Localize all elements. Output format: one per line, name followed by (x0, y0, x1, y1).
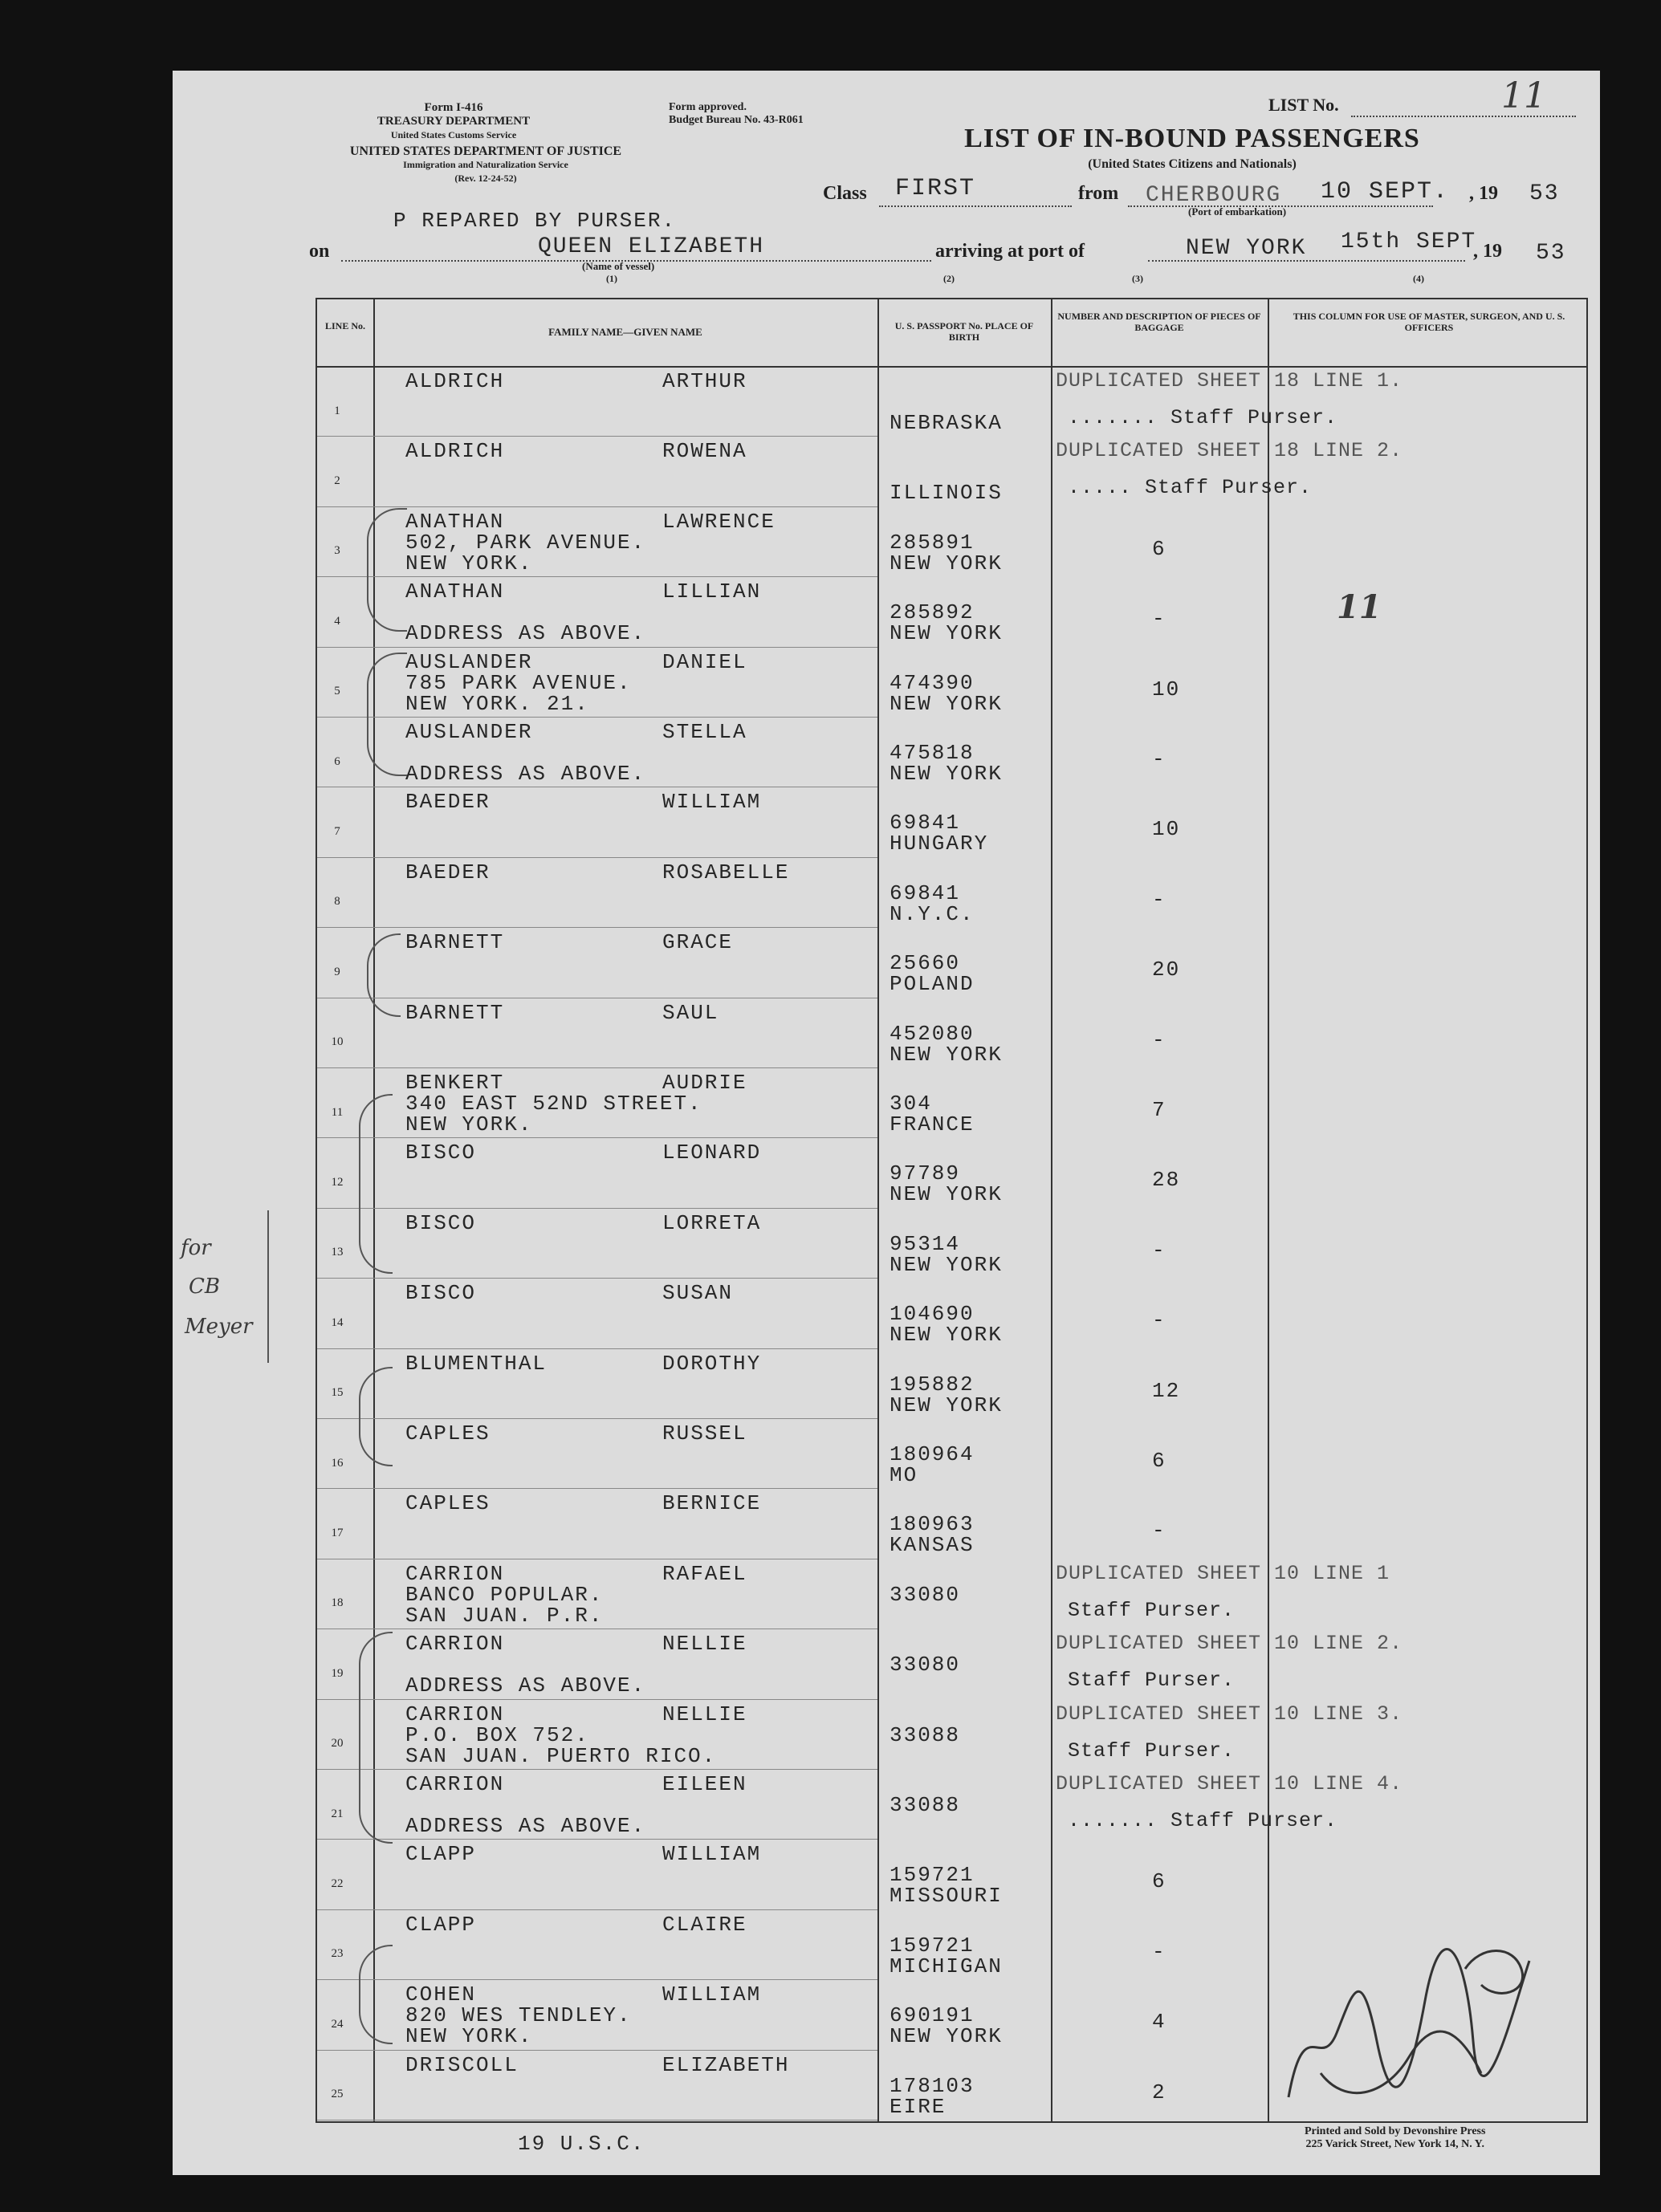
given-name: AUDRIE (662, 1071, 747, 1095)
line-number: 20 (331, 1737, 344, 1750)
col-header-baggage: NUMBER AND DESCRIPTION OF PIECES OF BAGGAGE (1057, 311, 1261, 333)
given-name: NELLIE (662, 1702, 747, 1726)
place-of-birth: ILLINOIS (890, 481, 1003, 506)
given-name: CLAIRE (662, 1912, 747, 1937)
baggage-count: 2 (1152, 2080, 1166, 2104)
given-name: RUSSEL (662, 1421, 747, 1446)
family-name: CARRION (405, 1772, 505, 1796)
line-number: 6 (334, 754, 340, 768)
baggage-count: 28 (1152, 1168, 1181, 1193)
list-number-label: LIST No. (1268, 95, 1339, 115)
passport-number: 33088 (890, 1793, 961, 1817)
baggage-count: - (1152, 1238, 1166, 1263)
given-name: WILLIAM (662, 1982, 762, 2007)
given-name: GRACE (662, 930, 734, 955)
given-name: ROWENA (662, 439, 747, 464)
family-name: ALDRICH (405, 369, 505, 393)
given-name: LILLIAN (662, 579, 762, 604)
port-of-arrival: NEW YORK (1186, 236, 1307, 261)
given-name: LEONARD (662, 1141, 762, 1165)
family-bracket-mark (359, 1094, 393, 1274)
baggage-duplicate-note: DUPLICATED SHEET 18 LINE 1. (1056, 369, 1403, 392)
address-line-2: SAN JUAN. P.R. (405, 1603, 604, 1628)
family-bracket-mark (359, 1632, 393, 1844)
table-row (317, 1488, 1586, 1558)
line-number: 5 (334, 685, 340, 698)
arriving-label: arriving at port of (935, 241, 1085, 262)
address-line-1: P.O. BOX 752. (405, 1722, 589, 1747)
table-row (317, 1067, 1586, 1137)
line-number: 23 (331, 1947, 344, 1961)
passport-number: 285891 (890, 530, 975, 555)
passport-number: 97789 (890, 1161, 961, 1186)
purser-note: Staff Purser. (1068, 1738, 1236, 1763)
line-number: 10 (331, 1035, 344, 1049)
baggage-count: 20 (1152, 958, 1181, 982)
form-approval (669, 101, 804, 127)
family-name: BENKERT (405, 1071, 505, 1095)
given-name: NELLIE (662, 1632, 747, 1657)
family-name: CARRION (405, 1702, 505, 1726)
table-row (317, 1769, 1586, 1839)
place-of-birth: POLAND (890, 972, 975, 997)
baggage-count: 6 (1152, 1449, 1166, 1473)
given-name: ELIZABETH (662, 2052, 790, 2077)
family-bracket-mark (367, 653, 407, 776)
table-row (317, 857, 1586, 927)
purser-note: ....... Staff Purser. (1068, 406, 1338, 429)
family-name: BISCO (405, 1141, 477, 1165)
baggage-count: - (1152, 1939, 1166, 1964)
passport-number: 33088 (890, 1722, 961, 1747)
officer-signature (1272, 1913, 1545, 2113)
passport-number: 159721 (890, 1863, 975, 1888)
table-row (317, 366, 1586, 436)
place-of-birth: NEBRASKA (890, 411, 1003, 435)
col-header-officers: THIS COLUMN FOR USE OF MASTER, SURGEON, AND U. S. OFFICERS (1293, 311, 1565, 333)
given-name: BERNICE (662, 1491, 762, 1516)
line-number: 16 (331, 1456, 344, 1470)
address-line-2: SAN JUAN. PUERTO RICO. (405, 1743, 717, 1768)
margin-note-2: CB (189, 1275, 220, 1299)
row-divider (317, 2120, 877, 2121)
margin-note-line (267, 1210, 269, 1363)
place-of-birth: NEW YORK (890, 621, 1003, 646)
class-line (879, 205, 1072, 207)
family-name: CLAPP (405, 1842, 477, 1867)
baggage-count: - (1152, 1027, 1166, 1052)
column-number-2: (2) (943, 273, 955, 284)
place-of-birth: NEW YORK (890, 1042, 1003, 1067)
table-row (317, 647, 1586, 717)
purser-note: Staff Purser. (1068, 1598, 1236, 1622)
passport-number: 690191 (890, 2003, 975, 2028)
place-of-birth: NEW YORK (890, 2024, 1003, 2049)
margin-note-1: for (181, 1236, 211, 1260)
table-row (317, 1699, 1586, 1769)
given-name: LAWRENCE (662, 509, 776, 534)
family-name: BARNETT (405, 1000, 505, 1025)
given-name: DOROTHY (662, 1351, 762, 1376)
immigration-service: Immigration and Naturalization Service (403, 159, 568, 170)
customs-service: United States Customs Service (390, 129, 517, 140)
place-of-birth: NEW YORK (890, 551, 1003, 575)
baggage-count: - (1152, 607, 1166, 632)
place-of-birth: MISSOURI (890, 1884, 1003, 1909)
family-name: ANATHAN (405, 579, 505, 604)
list-number-handwritten: 11 (1501, 75, 1546, 116)
passport-number: 33080 (890, 1582, 961, 1607)
from-label: from (1078, 183, 1119, 204)
family-name: BAEDER (405, 790, 491, 815)
address-line-2: NEW YORK. (405, 2024, 533, 2049)
line-number: 15 (331, 1386, 344, 1400)
baggage-duplicate-note: DUPLICATED SHEET 10 LINE 4. (1056, 1772, 1403, 1795)
baggage-count: - (1152, 887, 1166, 912)
table-row (317, 506, 1586, 576)
prepared-by: P REPARED BY PURSER. (393, 209, 677, 233)
departure-date: 10 SEPT. (1321, 178, 1450, 205)
department-of-justice: UNITED STATES DEPARTMENT OF JUSTICE (349, 144, 622, 158)
passport-number: 69841 (890, 811, 961, 836)
column-number-4: (4) (1413, 273, 1424, 284)
line-number: 17 (331, 1527, 344, 1540)
line-number: 24 (331, 2017, 344, 2031)
passport-number: 474390 (890, 670, 975, 695)
col-header-line: LINE No. (324, 320, 365, 331)
given-name: DANIEL (662, 649, 747, 674)
line-number: 3 (334, 544, 340, 558)
printer-line-1: Printed and Sold by Devonshire Press (1305, 2125, 1486, 2137)
address-line-2: ADDRESS AS ABOVE. (405, 762, 646, 786)
family-name: BISCO (405, 1210, 477, 1235)
table-row (317, 787, 1586, 856)
baggage-duplicate-note: DUPLICATED SHEET 10 LINE 2. (1056, 1632, 1403, 1656)
passport-number: 25660 (890, 951, 961, 976)
revision-date: (Rev. 12-24-52) (454, 173, 517, 184)
passport-number: 304 (890, 1092, 932, 1116)
family-name: CLAPP (405, 1912, 477, 1937)
on-label: on (309, 241, 330, 262)
passport-number: 178103 (890, 2073, 975, 2098)
printer-info (1305, 2125, 1485, 2151)
line-number: 19 (331, 1666, 344, 1680)
year-2: 53 (1536, 241, 1566, 266)
class-value: FIRST (895, 175, 976, 202)
address-line-2: ADDRESS AS ABOVE. (405, 621, 646, 646)
line-number: 22 (331, 1877, 344, 1891)
passenger-table (316, 298, 1588, 2123)
family-name: ALDRICH (405, 439, 505, 464)
baggage-duplicate-note: DUPLICATED SHEET 10 LINE 3. (1056, 1702, 1403, 1726)
baggage-count: - (1152, 747, 1166, 771)
place-of-birth: NEW YORK (890, 691, 1003, 716)
table-row (317, 927, 1586, 997)
given-name: WILLIAM (662, 1842, 762, 1867)
baggage-count: - (1152, 1519, 1166, 1543)
family-name: AUSLANDER (405, 649, 533, 674)
family-name: BARNETT (405, 930, 505, 955)
line-number: 18 (331, 1596, 344, 1610)
place-of-birth: NEW YORK (890, 1182, 1003, 1207)
footer-statute: 19 U.S.C. (518, 2132, 645, 2156)
line-number: 1 (334, 404, 340, 417)
year-prefix-1: , 19 (1469, 183, 1498, 204)
port-embarkation-label: (Port of embarkation) (1188, 205, 1287, 218)
passport-number: 195882 (890, 1372, 975, 1397)
table-row (317, 1839, 1586, 1909)
line-number: 12 (331, 1176, 344, 1189)
table-row (317, 717, 1586, 787)
purser-note: Staff Purser. (1068, 1669, 1236, 1693)
passport-number: 95314 (890, 1231, 961, 1256)
family-name: DRISCOLL (405, 2052, 519, 2077)
address-line-2: ADDRESS AS ABOVE. (405, 1814, 646, 1838)
given-name: STELLA (662, 720, 747, 744)
baggage-count: 6 (1152, 536, 1166, 561)
address-line-2: NEW YORK. (405, 551, 533, 575)
given-name: ARTHUR (662, 369, 747, 393)
form-number: Form I-416 (424, 101, 483, 114)
line-number: 14 (331, 1315, 344, 1329)
address-line-1: 502, PARK AVENUE. (405, 530, 646, 555)
given-name: SUSAN (662, 1281, 734, 1306)
family-name: BISCO (405, 1281, 477, 1306)
printer-line-2: 225 Varick Street, New York 14, N. Y. (1305, 2138, 1485, 2150)
baggage-count: 4 (1152, 2010, 1166, 2035)
budget-bureau: Budget Bureau No. 43-R061 (669, 114, 804, 126)
baggage-count: 10 (1152, 817, 1181, 842)
line-number: 25 (331, 2088, 344, 2101)
port-of-embarkation: CHERBOURG (1146, 183, 1282, 208)
family-bracket-mark (359, 1367, 393, 1466)
officer-handwritten-mark: 11 (1337, 588, 1382, 626)
line-number: 21 (331, 1807, 344, 1820)
col-header-name: FAMILY NAME—GIVEN NAME (548, 326, 702, 338)
family-name: CAPLES (405, 1421, 491, 1446)
family-name: BLUMENTHAL (405, 1351, 548, 1376)
page-subtitle: (United States Citizens and Nationals) (1088, 157, 1297, 171)
family-name: CARRION (405, 1632, 505, 1657)
place-of-birth: KANSAS (890, 1533, 975, 1558)
family-name: BAEDER (405, 860, 491, 884)
family-bracket-mark (359, 1945, 393, 2044)
given-name: RAFAEL (662, 1561, 747, 1586)
baggage-duplicate-note: DUPLICATED SHEET 18 LINE 2. (1056, 439, 1403, 463)
address-line-2: ADDRESS AS ABOVE. (405, 1673, 646, 1698)
year-prefix-2: , 19 (1473, 241, 1502, 262)
baggage-duplicate-note: DUPLICATED SHEET 10 LINE 1 (1056, 1561, 1390, 1585)
passport-number: 33080 (890, 1653, 961, 1677)
baggage-count: 12 (1152, 1378, 1181, 1403)
address-line-1: 820 WES TENDLEY. (405, 2003, 632, 2028)
passport-number: 475818 (890, 741, 975, 765)
column-number-1: (1) (606, 273, 617, 284)
place-of-birth: NEW YORK (890, 1323, 1003, 1348)
given-name: WILLIAM (662, 790, 762, 815)
address-line-2: NEW YORK. 21. (405, 691, 589, 716)
table-row (317, 1137, 1586, 1207)
place-of-birth: NEW YORK (890, 762, 1003, 786)
family-name: ANATHAN (405, 509, 505, 534)
vessel-name: QUEEN ELIZABETH (538, 234, 765, 259)
given-name: ROSABELLE (662, 860, 790, 884)
line-number: 11 (331, 1105, 344, 1119)
family-name: AUSLANDER (405, 720, 533, 744)
family-name: CARRION (405, 1561, 505, 1586)
line-number: 8 (334, 895, 340, 909)
address-line-1: BANCO POPULAR. (405, 1582, 604, 1607)
passport-number: 104690 (890, 1302, 975, 1327)
form-header-justice (317, 144, 654, 185)
address-line-1: 785 PARK AVENUE. (405, 670, 632, 695)
table-row (317, 1278, 1586, 1348)
place-of-birth: NEW YORK (890, 1252, 1003, 1277)
place-of-birth: EIRE (890, 2094, 947, 2119)
line-number: 4 (334, 614, 340, 628)
table-row (317, 576, 1586, 646)
family-name: CAPLES (405, 1491, 491, 1516)
passport-number: 69841 (890, 880, 961, 905)
table-row (317, 1559, 1586, 1629)
vessel-label: (Name of vessel) (582, 260, 655, 272)
place-of-birth: MO (890, 1463, 918, 1487)
table-row (317, 1418, 1586, 1488)
col-header-passport: U. S. PASSPORT No. PLACE OF BIRTH (894, 320, 1034, 343)
passenger-manifest-page (173, 71, 1600, 2175)
table-row (317, 998, 1586, 1067)
address-line-2: NEW YORK. (405, 1112, 533, 1136)
address-line-1: 340 EAST 52ND STREET. (405, 1092, 702, 1116)
place-of-birth: MICHIGAN (890, 1954, 1003, 1978)
place-of-birth: NEW YORK (890, 1393, 1003, 1417)
line-number: 9 (334, 965, 340, 978)
family-name: COHEN (405, 1982, 477, 2007)
place-of-birth: FRANCE (890, 1112, 975, 1136)
given-name: SAUL (662, 1000, 719, 1025)
place-of-birth: N.Y.C. (890, 901, 975, 926)
passport-number: 452080 (890, 1021, 975, 1046)
margin-note-3: Meyer (185, 1315, 253, 1339)
purser-note: ....... Staff Purser. (1068, 1809, 1338, 1832)
passport-number: 180963 (890, 1512, 975, 1537)
table-row (317, 1629, 1586, 1698)
given-name: LORRETA (662, 1210, 762, 1235)
given-name: EILEEN (662, 1772, 747, 1796)
family-bracket-mark (367, 508, 407, 632)
year-1: 53 (1529, 181, 1560, 206)
baggage-count: - (1152, 1308, 1166, 1333)
form-approved: Form approved. (669, 101, 747, 113)
passport-number: 180964 (890, 1442, 975, 1466)
column-number-3: (3) (1132, 273, 1143, 284)
arrival-date: 15th SEPT (1341, 230, 1477, 254)
treasury-department: TREASURY DEPARTMENT (377, 115, 531, 128)
line-number: 2 (334, 474, 340, 488)
form-header-treasury (357, 101, 550, 142)
purser-note: ..... Staff Purser. (1068, 476, 1313, 500)
passport-number: 285892 (890, 600, 975, 625)
line-number: 13 (331, 1246, 344, 1259)
baggage-count: 6 (1152, 1869, 1166, 1894)
page-title: LIST OF IN-BOUND PASSENGERS (964, 124, 1420, 153)
line-number: 7 (334, 825, 340, 839)
table-row (317, 1348, 1586, 1418)
baggage-count: 10 (1152, 677, 1181, 701)
place-of-birth: HUNGARY (890, 832, 989, 856)
passport-number: 159721 (890, 1933, 975, 1958)
class-label: Class (823, 183, 867, 204)
table-row (317, 436, 1586, 506)
baggage-count: 7 (1152, 1098, 1166, 1122)
table-row (317, 1208, 1586, 1278)
